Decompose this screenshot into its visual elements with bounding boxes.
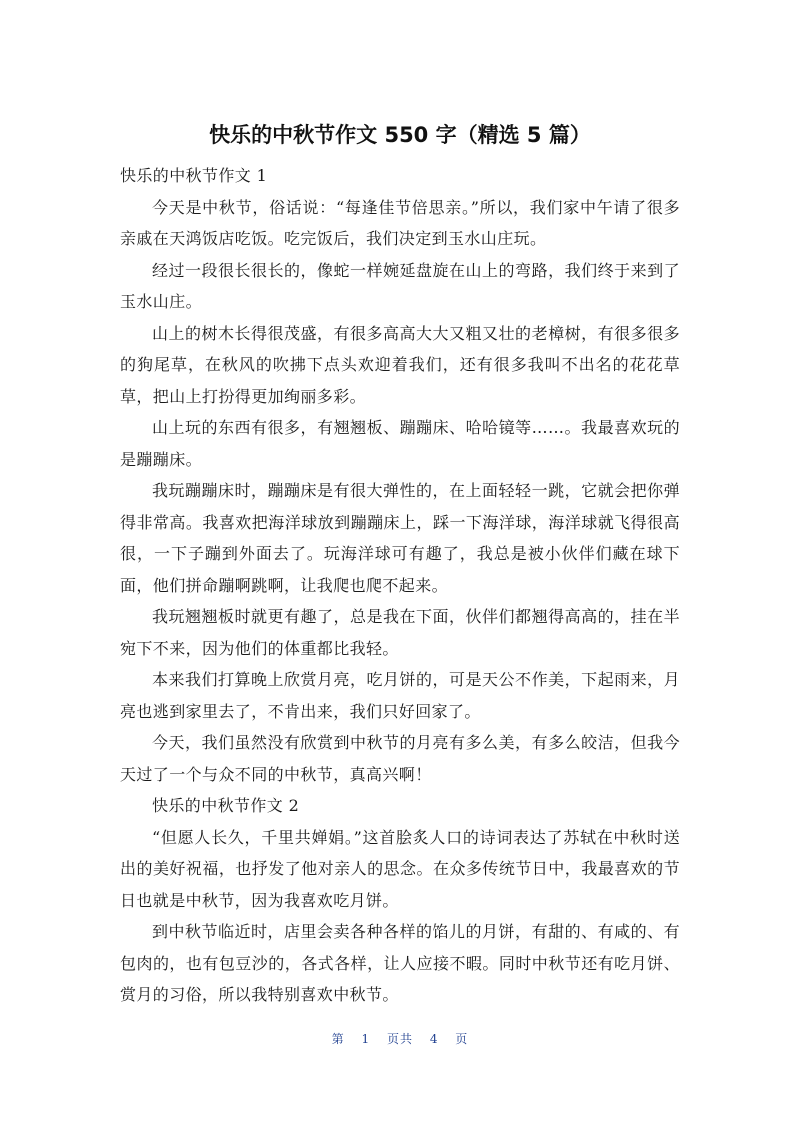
paragraph: 今天是中秋节，俗话说：“每逢佳节倍思亲。”所以，我们家中午请了很多亲戚在天鸿饭店吃饭。吃完饭后，我们决定到玉水山庄玩。 [120,197,680,248]
paragraph: “但愿人长久，千里共婵娟。”这首脍炙人口的诗词表达了苏轼在中秋时送出的美好祝福，也抒发了他对亲人的思念。在众多传统节日中，我最喜欢的节日也就是中秋节，因为我喜欢吃月饼。 [120,827,680,910]
page-total: 4 [429,1032,439,1046]
page-current: 1 [361,1032,371,1046]
paragraph: 山上的树木长得很茂盛，有很多高高大大又粗又壮的老樟树，有很多很多的狗尾草，在秋风的吹拂下点头欢迎着我们，还有很多我叫不出名的花花草草，把山上打扮得更加绚丽多彩。 [120,323,680,406]
page-footer [0,1030,800,1047]
paragraph: 我玩蹦蹦床时，蹦蹦床是有很大弹性的，在上面轻轻一跳，它就会把你弹得非常高。我喜欢把海洋球放到蹦蹦床上，踩一下海洋球，海洋球就飞得很高很，一下子蹦到外面去了。玩海洋球可有趣了，我总是被小伙伴们藏在球下面，他们拼命蹦啊跳啊，让我爬也爬不起来。 [120,481,680,595]
section-heading-2: 快乐的中秋节作文 2 [152,796,300,815]
page-of: 页共 [386,1032,413,1046]
paragraph: 经过一段很长很长的，像蛇一样婉延盘旋在山上的弯路，我们终于来到了玉水山庄。 [120,260,680,311]
paragraph: 我玩翘翘板时就更有趣了，总是我在下面，伙伴们都翘得高高的，挂在半宛下不来，因为他们的体重都比我轻。 [120,607,680,658]
paragraph: 本来我们打算晚上欣赏月亮，吃月饼的，可是天公不作美，下起雨来，月亮也逃到家里去了，不肯出来，我们只好回家了。 [120,670,680,721]
page-label: 第 [331,1032,345,1046]
paragraph: 到中秋节临近时，店里会卖各种各样的馅儿的月饼，有甜的、有咸的、有包肉的，也有包豆沙的，各式各样，让人应接不暇。同时中秋节还有吃月饼、赏月的习俗，所以我特别喜欢中秋节。 [120,922,680,1004]
section-heading-1: 快乐的中秋节作文 1 [120,166,268,185]
page-suffix: 页 [455,1032,469,1046]
document-title: 快乐的中秋节作文 550 字（精选 5 篇） [209,123,591,147]
document-body [120,160,680,1011]
paragraph: 山上玩的东西有很多，有翘翘板、蹦蹦床、哈哈镜等……。我最喜欢玩的是蹦蹦床。 [120,418,680,469]
paragraph: 今天，我们虽然没有欣赏到中秋节的月亮有多么美，有多么皎洁，但我今天过了一个与众不同的中秋节，真高兴啊！ [120,733,680,784]
